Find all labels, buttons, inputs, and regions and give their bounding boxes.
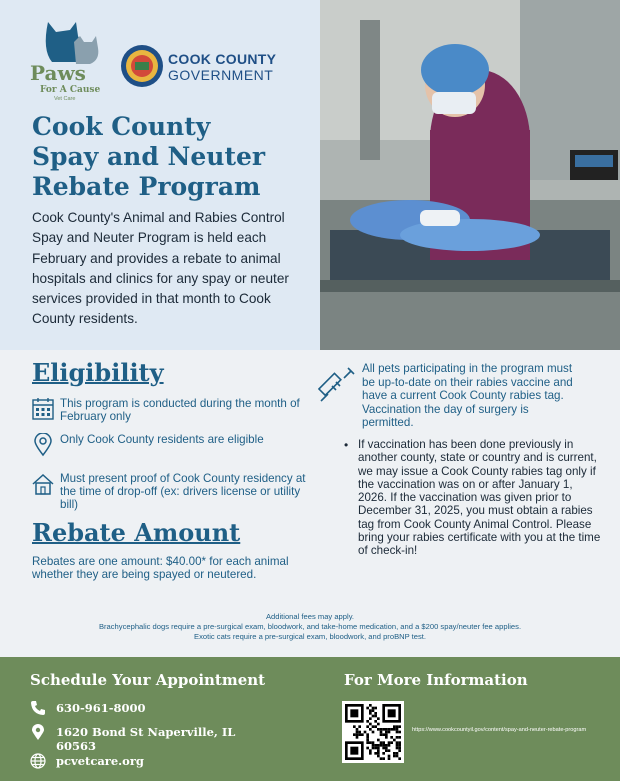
page-title	[32, 112, 312, 202]
info-url[interactable]: https://www.cookcountyil.gov/content/spay-and-neuter-rebate-program	[412, 727, 587, 733]
globe-icon	[30, 753, 46, 769]
vaccination-note-text: If vaccination has been done previously in another county, state or country and is current, we may issue a Cook County rabies tag only if the vaccination was on or after January 1, 2026. If the vaccination was given prior to December 31, 2025, you must obtain a rabies tag from Cook County Animal Control. Please bring your rabies certificate with you at the time of check-in!	[358, 438, 601, 558]
syringe-icon	[318, 364, 358, 404]
paws-for-a-cause-logo	[26, 18, 112, 106]
title-line: Spay and Neuter	[32, 142, 266, 171]
paws-sub: Vet Care	[54, 96, 76, 102]
footer	[0, 657, 620, 781]
eligibility-text: This program is conducted during the month of February only	[60, 397, 300, 423]
eligibility-text: Only Cook County residents are eligible	[60, 433, 264, 446]
fees-line: Exotic cats require a pre-surgical exam, bloodwork, and proBNP test.	[194, 632, 426, 641]
cook-county-seal-icon	[120, 44, 164, 88]
qr-code[interactable]	[342, 701, 404, 763]
title-line: Rebate Program	[32, 172, 261, 201]
eligibility-heading: Eligibility	[32, 358, 164, 387]
location-pin-icon	[32, 433, 54, 457]
paws-name: Paws	[30, 61, 86, 85]
eligibility-text: Must present proof of Cook County residency at the time of drop-off (ex: drivers license or utility bill)	[60, 472, 306, 511]
fees-line: Additional fees may apply.	[265, 612, 355, 621]
veterinarian-photo	[320, 0, 620, 350]
address: 1620 Bond St Naperville, IL 60563	[56, 725, 236, 753]
qr-code-icon	[345, 704, 401, 760]
vaccination-requirement: All pets participating in the program must be up-to-date on their rabies vaccine and have a current Cook County rabies tag. Vaccination the day of surgery is permitted.	[362, 362, 573, 429]
cook-county-government: GOVERNMENT	[168, 67, 274, 83]
house-icon	[32, 472, 54, 496]
more-info-heading: For More Information	[344, 671, 528, 689]
phone-icon	[30, 700, 46, 716]
calendar-icon	[32, 397, 54, 421]
rebate-heading: Rebate Amount	[32, 518, 241, 547]
fees-line: Brachycephalic dogs require a pre-surgical exam, bloodwork, and take-home medication, and a $200 spay/neuter fee applies.	[98, 622, 522, 631]
website-link[interactable]: pcvetcare.org	[56, 754, 144, 768]
logo-bar	[26, 18, 296, 108]
additional-fees	[0, 612, 620, 642]
phone-number[interactable]: 630-961-8000	[56, 701, 146, 715]
program-intro: Cook County's Animal and Rabies Control Spay and Neuter Program is held each February and provides a rebate to animal hospitals and clinics for any spay or neuter services provided in that month to Cook County residents.	[32, 210, 289, 327]
bullet-point: •	[344, 438, 349, 452]
location-pin-icon	[30, 724, 46, 740]
title-line: Cook County	[32, 112, 211, 141]
cook-county-name: COOK COUNTY	[168, 51, 277, 67]
paws-tagline: For A Cause	[40, 85, 101, 95]
rebate-text: Rebates are one amount: $40.00* for each animal whether they are being spayed or neutered.	[32, 555, 289, 581]
schedule-heading: Schedule Your Appointment	[30, 671, 266, 689]
